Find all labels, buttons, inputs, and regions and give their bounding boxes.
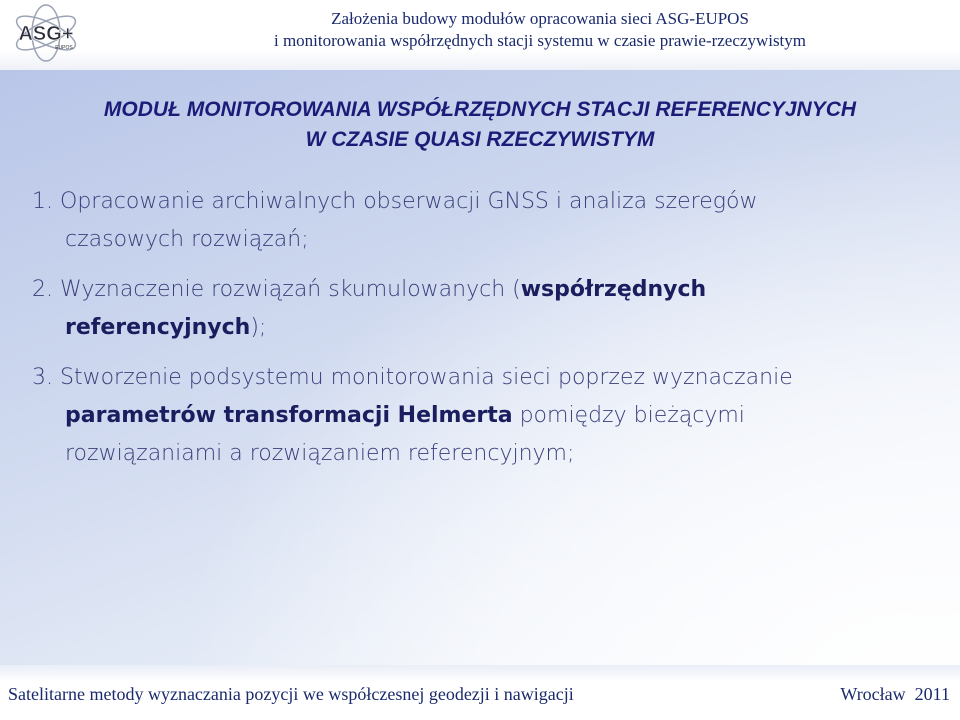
footer-place-year: Wrocław 2011 [840,684,950,704]
list-item-text-continued: czasowych rozwiązań; [65,227,309,252]
list-item-bold-text: referencyjnych [65,315,251,340]
footer-course-title: Satelitarne metody wyznaczania pozycji we współczesnej geodezji i nawigacji [8,684,574,704]
list-item-number: 2. [32,277,53,302]
list-item-text: Opracowanie archiwalnych obserwacji GNSS i analiza szeregów [60,189,758,214]
module-title-line1: MODUŁ MONITOROWANIA WSPÓŁRZĘDNYCH STACJI REFERENCYJNYCH [103,98,857,121]
slide-footer [0,665,960,720]
list-item [32,271,932,347]
list-item-text: ); [250,315,267,340]
asg-eupos-logo [8,3,88,65]
presentation-title-line1: Założenia budowy modułów opracowania sieci ASG-EUPOS [331,9,749,28]
list-item-number: 3. [32,365,53,390]
module-title-line2: W CZASIE QUASI RZECZYWISTYM [305,128,655,151]
list-item [32,359,932,473]
presentation-title [140,8,940,52]
list-item-text: Stworzenie podsystemu monitorowania sieci poprzez wyznaczanie [60,365,793,390]
module-title [0,95,960,155]
list-item-text: pomiędzy bieżącymi [512,403,745,428]
logo-text: ASG+ [18,23,74,45]
list-item-text: Wyznaczenie rozwiązań skumulowanych ( [60,277,521,302]
slide-header [0,0,960,70]
list-item-number: 1. [32,189,53,214]
numbered-list [32,183,932,485]
list-item-bold-text: parametrów transformacji Helmerta [65,403,513,428]
list-item-text-continued: rozwiązaniami a rozwiązaniem referencyjnym; [65,441,575,466]
list-item [32,183,932,259]
logo-subtext: EUPOS [55,45,73,51]
presentation-title-line2: i monitorowania współrzędnych stacji systemu w czasie prawie-rzeczywistym [273,31,807,50]
slide-body [0,70,960,665]
list-item-bold-text: współrzędnych [520,277,707,302]
